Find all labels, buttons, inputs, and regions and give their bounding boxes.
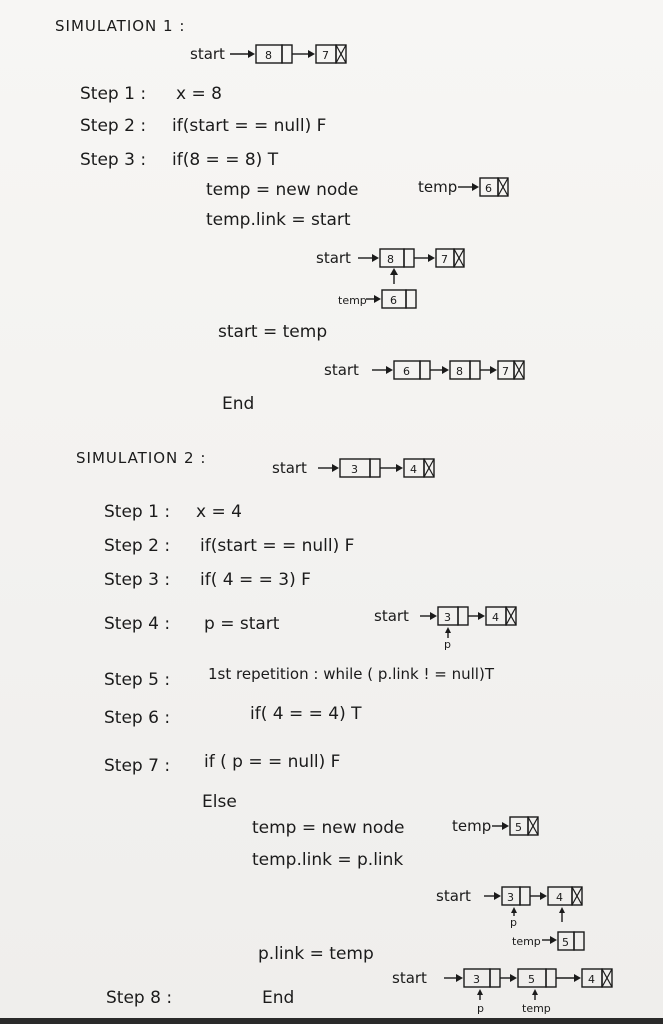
temp-label: temp <box>452 817 492 835</box>
sim2-temp-node <box>452 812 552 842</box>
node-link-box <box>370 459 380 477</box>
sim2-title: SIMULATION 2 : <box>76 449 207 467</box>
sim2-diagram-p-at-start <box>374 602 534 650</box>
sim1-step1-text: x = 8 <box>176 84 222 104</box>
node-value: 4 <box>556 891 563 904</box>
node-value: 5 <box>562 936 569 949</box>
arrowhead <box>574 974 581 982</box>
node-value: 3 <box>507 891 514 904</box>
node-value: 3 <box>473 973 480 986</box>
sim2-step4-label: Step 4 : <box>104 614 171 634</box>
node-link-box <box>574 932 584 950</box>
arrowhead <box>490 366 497 374</box>
sim2-diagram-final-list <box>392 964 628 1016</box>
sim2-initial-list <box>272 454 452 484</box>
node-link-box <box>282 45 292 63</box>
node-link-box <box>470 361 480 379</box>
sim1-title: SIMULATION 1 : <box>55 17 186 35</box>
arrowhead <box>532 989 538 995</box>
sim2-step8-text: End <box>262 988 295 1008</box>
arrowhead <box>248 50 255 58</box>
node-value: 4 <box>492 611 499 624</box>
arrowhead <box>374 295 381 303</box>
p-label: p <box>444 638 451 651</box>
start-label: start <box>374 607 409 625</box>
sim1-diagram-temp-before-start <box>316 244 476 310</box>
arrowhead <box>308 50 315 58</box>
node-value: 5 <box>515 821 522 834</box>
arrowhead <box>477 989 483 995</box>
start-label: start <box>272 459 307 477</box>
node-link-box <box>404 249 414 267</box>
node-link-box <box>420 361 430 379</box>
node-link-box <box>546 969 556 987</box>
sim2-diagram-p-and-temp <box>436 882 606 954</box>
sim2-step5-label: Step 5 : <box>104 670 171 690</box>
arrowhead <box>511 907 517 913</box>
node-value: 7 <box>502 365 509 378</box>
sim1-temp-new-node: temp = new node <box>206 180 359 200</box>
node-value: 3 <box>444 611 451 624</box>
sim1-step1-label: Step 1 : <box>80 84 147 104</box>
p-label: p <box>510 916 517 929</box>
sim2-step6-label: Step 6 : <box>104 708 171 728</box>
sim1-step3-text: if(8 = = 8) T <box>172 150 279 170</box>
node-value: 6 <box>485 182 492 195</box>
arrowhead <box>428 254 435 262</box>
arrowhead <box>540 892 547 900</box>
arrowhead <box>494 892 501 900</box>
node-link-box <box>490 969 500 987</box>
p-label: p <box>477 1002 484 1015</box>
node-value: 7 <box>322 49 329 62</box>
start-label: start <box>190 45 225 63</box>
node-value: 8 <box>387 253 394 266</box>
sim2-step2-label: Step 2 : <box>104 536 171 556</box>
sim2-plink-equals-temp: p.link = temp <box>258 944 374 964</box>
sim1-step2-label: Step 2 : <box>80 116 147 136</box>
arrowhead <box>386 366 393 374</box>
arrowhead <box>472 183 479 191</box>
node-link-box <box>458 607 468 625</box>
node-value: 6 <box>403 365 410 378</box>
sim2-step3-label: Step 3 : <box>104 570 171 590</box>
temp-label: temp <box>522 1002 551 1015</box>
page-bottom-edge <box>0 1018 663 1024</box>
arrowhead <box>478 612 485 620</box>
node-value: 8 <box>265 49 272 62</box>
arrowhead <box>456 974 463 982</box>
arrowhead <box>502 822 509 830</box>
sim2-step5-text: 1st repetition : while ( p.link ! = null)T <box>208 665 494 683</box>
node-value: 8 <box>456 365 463 378</box>
arrowhead <box>372 254 379 262</box>
sim2-temp-link: temp.link = p.link <box>252 850 404 870</box>
sim2-step3-text: if( 4 = = 3) F <box>200 570 311 590</box>
node-value: 4 <box>588 973 595 986</box>
arrowhead <box>442 366 449 374</box>
arrowhead <box>332 464 339 472</box>
node-value: 4 <box>410 463 417 476</box>
node-value: 5 <box>528 973 535 986</box>
arrowhead <box>390 268 398 275</box>
arrowhead <box>510 974 517 982</box>
node-link-box <box>520 887 530 905</box>
sim2-step2-text: if(start = = null) F <box>200 536 355 556</box>
sim2-else: Else <box>202 792 237 812</box>
sim2-step1-text: x = 4 <box>196 502 242 522</box>
sim2-step1-label: Step 1 : <box>104 502 171 522</box>
sim2-step6-text: if( 4 = = 4) T <box>250 704 362 724</box>
sim2-step7-text: if ( p = = null) F <box>204 752 341 772</box>
arrowhead <box>430 612 437 620</box>
start-label: start <box>316 249 351 267</box>
sim1-step2-text: if(start = = null) F <box>172 116 327 136</box>
arrowhead <box>559 907 565 913</box>
sim2-step4-text: p = start <box>204 614 280 634</box>
sim2-temp-new-node: temp = new node <box>252 818 405 838</box>
sim1-end: End <box>222 394 255 414</box>
node-value: 3 <box>351 463 358 476</box>
sim1-initial-list <box>190 40 370 70</box>
sim2-step8-label: Step 8 : <box>106 988 173 1008</box>
start-label: start <box>324 361 359 379</box>
sim1-temp-node <box>418 173 518 203</box>
node-value: 7 <box>441 253 448 266</box>
node-value: 6 <box>390 294 397 307</box>
sim1-step3-label: Step 3 : <box>80 150 147 170</box>
sim1-diagram-final-list <box>324 356 534 386</box>
arrowhead <box>445 627 451 633</box>
start-label: start <box>392 969 427 987</box>
sim1-temp-link: temp.link = start <box>206 210 351 230</box>
temp-label: temp <box>338 294 367 307</box>
sim1-start-equals-temp: start = temp <box>218 322 328 342</box>
node-link-box <box>406 290 416 308</box>
sim2-step7-label: Step 7 : <box>104 756 171 776</box>
temp-label: temp <box>418 178 458 196</box>
temp-label: temp <box>512 935 541 948</box>
arrowhead <box>396 464 403 472</box>
arrowhead <box>550 936 557 944</box>
start-label: start <box>436 887 471 905</box>
